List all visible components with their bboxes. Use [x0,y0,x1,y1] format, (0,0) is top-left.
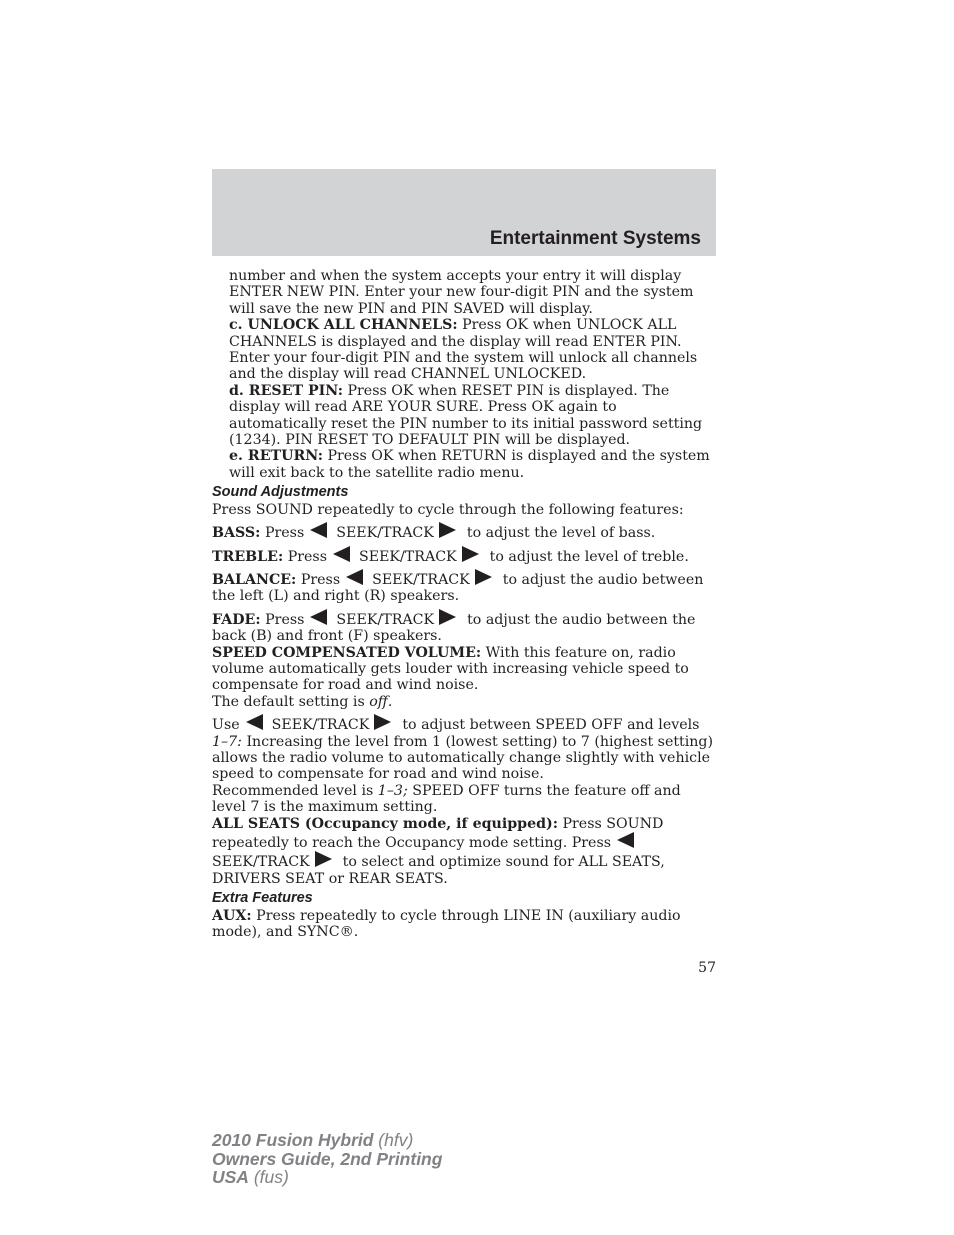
reset-pin-label: d. RESET PIN: [229,382,343,399]
press-word: Press [300,571,341,588]
unlock-channels-item [212,317,716,383]
default-setting [212,694,716,710]
seek-left-arrow-icon [333,546,350,562]
seek-track-label: SEEK/TRACK [372,571,470,588]
fade-label: FADE: [212,611,261,628]
fade-text: to adjust the audio between the back (B) and front (F) speakers. [212,611,696,645]
press-word: Press [287,548,327,565]
reset-pin-item [212,383,716,449]
extra-features-heading: Extra Features [212,890,313,907]
scv-label: SPEED COMPENSATED VOLUME: [212,644,482,661]
use-seek-item [212,714,716,783]
unlock-channels-label: c. UNLOCK ALL CHANNELS: [229,317,458,334]
bass-item [212,522,716,541]
reset-pin-text: Press OK when RESET PIN is displayed. The display will read ARE YOUR SURE. Press OK again to automatically reset the PIN number to its initial password setting (1234). PIN RESET TO DEFAULT PIN will be displayed. [229,382,703,449]
all-seats-label: ALL SEATS (Occupancy mode, if equipped): [212,815,558,832]
footer-market: USA [212,1167,249,1187]
balance-text: to adjust the audio between the left (L) and right (R) speakers. [212,571,704,605]
seek-track-label: SEEK/TRACK [359,548,457,565]
footer-line-1 [212,1131,442,1150]
default-text: The default setting is [212,693,370,710]
seek-right-arrow-icon [315,851,332,867]
default-value: off. [369,693,393,710]
intro-paragraph: number and when the system accepts your entry it will display ENTER NEW PIN. Enter your new four-digit PIN and the system will save the new PIN and PIN SAVED will display. [229,268,694,317]
footer-model: 2010 Fusion Hybrid [212,1130,374,1150]
seek-right-arrow-icon [462,546,479,562]
all-seats-text2: to select and optimize sound for ALL SEATS, DRIVERS SEAT or REAR SEATS. [212,854,665,887]
seek-right-arrow-icon [439,609,456,625]
sound-adjustments-heading: Sound Adjustments [212,484,349,501]
balance-label: BALANCE: [212,571,297,588]
seek-left-arrow-icon [310,522,327,538]
levels-text: Increasing the level from 1 (lowest setting) to 7 (highest setting) allows the radio volume to automatically change slightly with vehicle speed to compensate for road and wind noise. [212,733,714,783]
seek-right-arrow-icon [439,522,456,538]
aux-item [212,908,716,941]
recommended-value: 1–3; [377,782,408,799]
footer-line-2: Owners Guide, 2nd Printing [212,1148,443,1169]
seek-right-arrow-icon [374,714,391,730]
treble-item [212,546,716,565]
seek-left-arrow-icon [617,832,634,848]
all-seats-text: Press SOUND repeatedly to reach the Occupancy mode setting. Press [212,815,664,851]
seek-left-arrow-icon [246,714,263,730]
footer-line-3 [212,1168,442,1187]
chapter-title: Entertainment Systems [489,228,701,249]
footer-market-code: (fus) [248,1167,289,1187]
document-footer [212,1131,442,1187]
use-text: to adjust between SPEED OFF and levels [402,717,700,734]
aux-text: Press repeatedly to cycle through LINE IN (auxiliary audio mode), and SYNC®. [212,907,681,941]
seek-left-arrow-icon [310,609,327,625]
seek-right-arrow-icon [475,569,492,585]
return-item [212,448,716,481]
seek-track-label: SEEK/TRACK [271,717,370,734]
treble-text: to adjust the level of treble. [489,548,689,565]
recommended-text: Recommended level is [212,782,378,799]
page-body [212,268,716,940]
press-word: Press [264,525,305,542]
aux-label: AUX: [212,907,252,924]
all-seats-item [212,816,716,888]
speed-compensated-volume-item [212,645,716,694]
return-text: Press OK when RETURN is displayed and the system will exit back to the satellite radio menu. [229,448,710,481]
footer-model-code: (hfv) [373,1130,414,1150]
recommended-level [212,783,716,816]
return-label: e. RETURN: [229,448,323,465]
scv-text: With this feature on, radio volume automatically gets louder with increasing vehicle speed to compensate for road and wind noise. [212,644,689,694]
use-word: Use [212,717,240,734]
balance-item [212,569,716,605]
treble-label: TREBLE: [212,548,284,565]
fade-item [212,609,716,645]
page-number: 57 [698,960,716,976]
seek-left-arrow-icon [346,569,363,585]
seek-track-label: SEEK/TRACK [336,525,434,542]
press-word: Press [265,611,305,628]
seek-track-label: SEEK/TRACK [212,854,310,871]
unlock-channels-text: Press OK when UNLOCK ALL CHANNELS is displayed and the display will read ENTER PIN. Enter your four-digit PIN and the system will unlock all channels and the display will read CHANNEL UNLOCKED. [229,317,698,383]
seek-track-label: SEEK/TRACK [336,611,435,628]
bass-text: to adjust the level of bass. [466,525,656,542]
sound-lead: Press SOUND repeatedly to cycle through the following features: [212,501,684,518]
levels-range: 1–7: [212,733,242,750]
chapter-header [212,169,716,256]
bass-label: BASS: [212,525,261,542]
recommended-rest: SPEED OFF turns the feature off and level 7 is the maximum setting. [212,782,681,816]
